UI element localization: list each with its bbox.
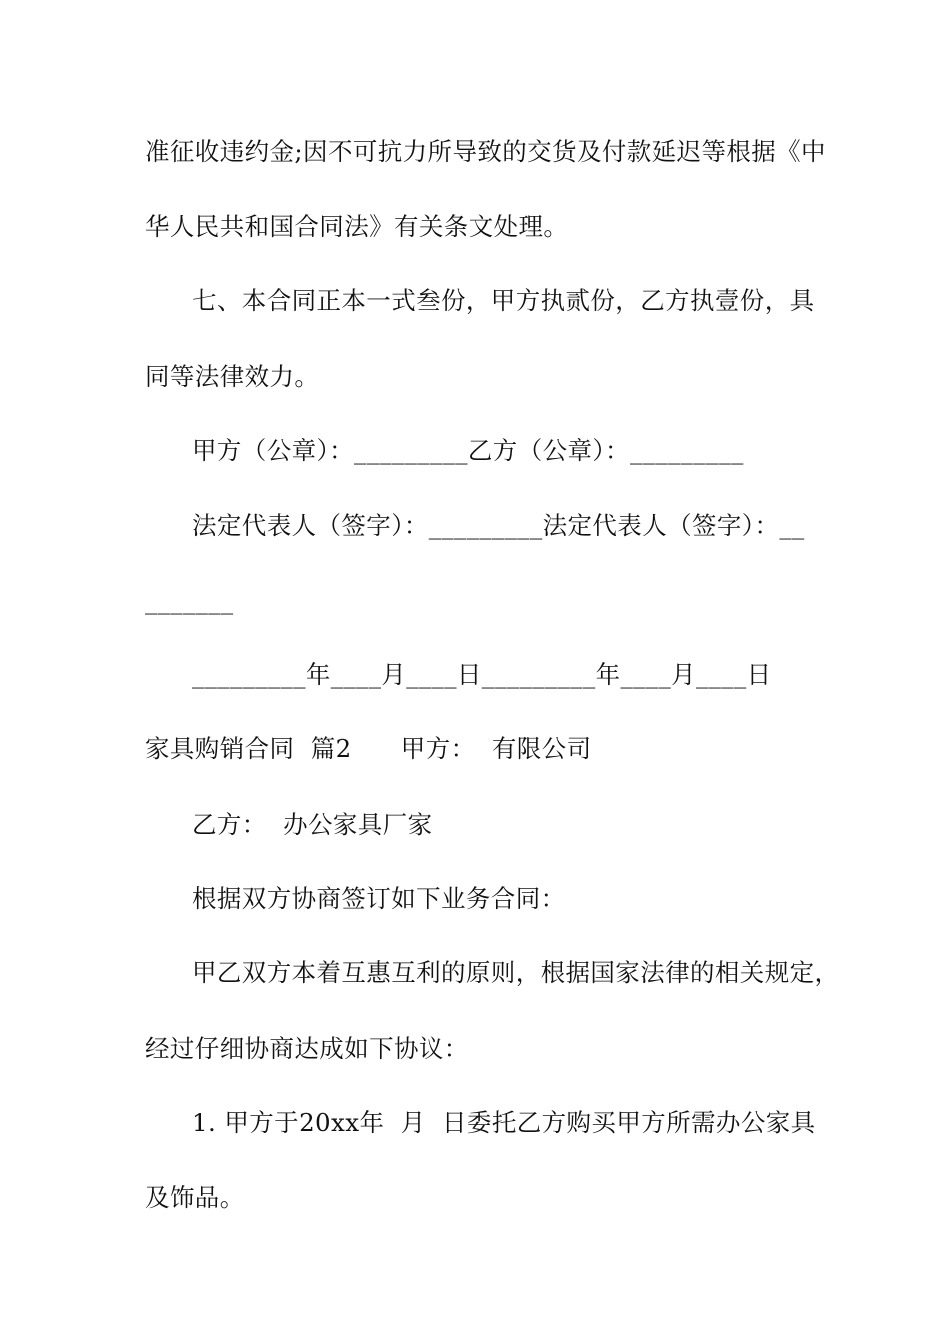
- paragraph-line: 同等法律效力。: [145, 362, 320, 391]
- paragraph-line: 华人民共和国合同法》有关条文处理。: [145, 212, 569, 241]
- paragraph-line: 甲乙双方本着互惠互利的原则，根据国家法律的相关规定，: [192, 958, 840, 987]
- signature-line-continuation: _______: [145, 586, 234, 615]
- paragraph-line: 七、本合同正本一式叁份，甲方执贰份，乙方执壹份，具: [192, 286, 815, 315]
- clause-line: 1. 甲方于20xx年 月 日委托乙方购买甲方所需办公家具: [192, 1108, 816, 1137]
- signature-line-representative: 法定代表人（签字）：_________法定代表人（签字）：__: [192, 511, 805, 540]
- section-heading: 家具购销合同 篇2 甲方： 有限公司: [145, 734, 592, 763]
- date-line: _________年____月____日_________年____月____日: [192, 660, 772, 689]
- paragraph-line: 准征收违约金;因不可抗力所导致的交货及付款延迟等根据《中: [145, 137, 826, 166]
- paragraph-line: 根据双方协商签订如下业务合同：: [192, 884, 566, 913]
- paragraph-line: 经过仔细协商达成如下协议：: [145, 1034, 469, 1063]
- paragraph-line: 及饰品。: [145, 1183, 245, 1212]
- party-b-line: 乙方： 办公家具厂家: [192, 810, 433, 839]
- signature-line-seal: 甲方（公章）：_________乙方（公章）：_________: [192, 436, 744, 465]
